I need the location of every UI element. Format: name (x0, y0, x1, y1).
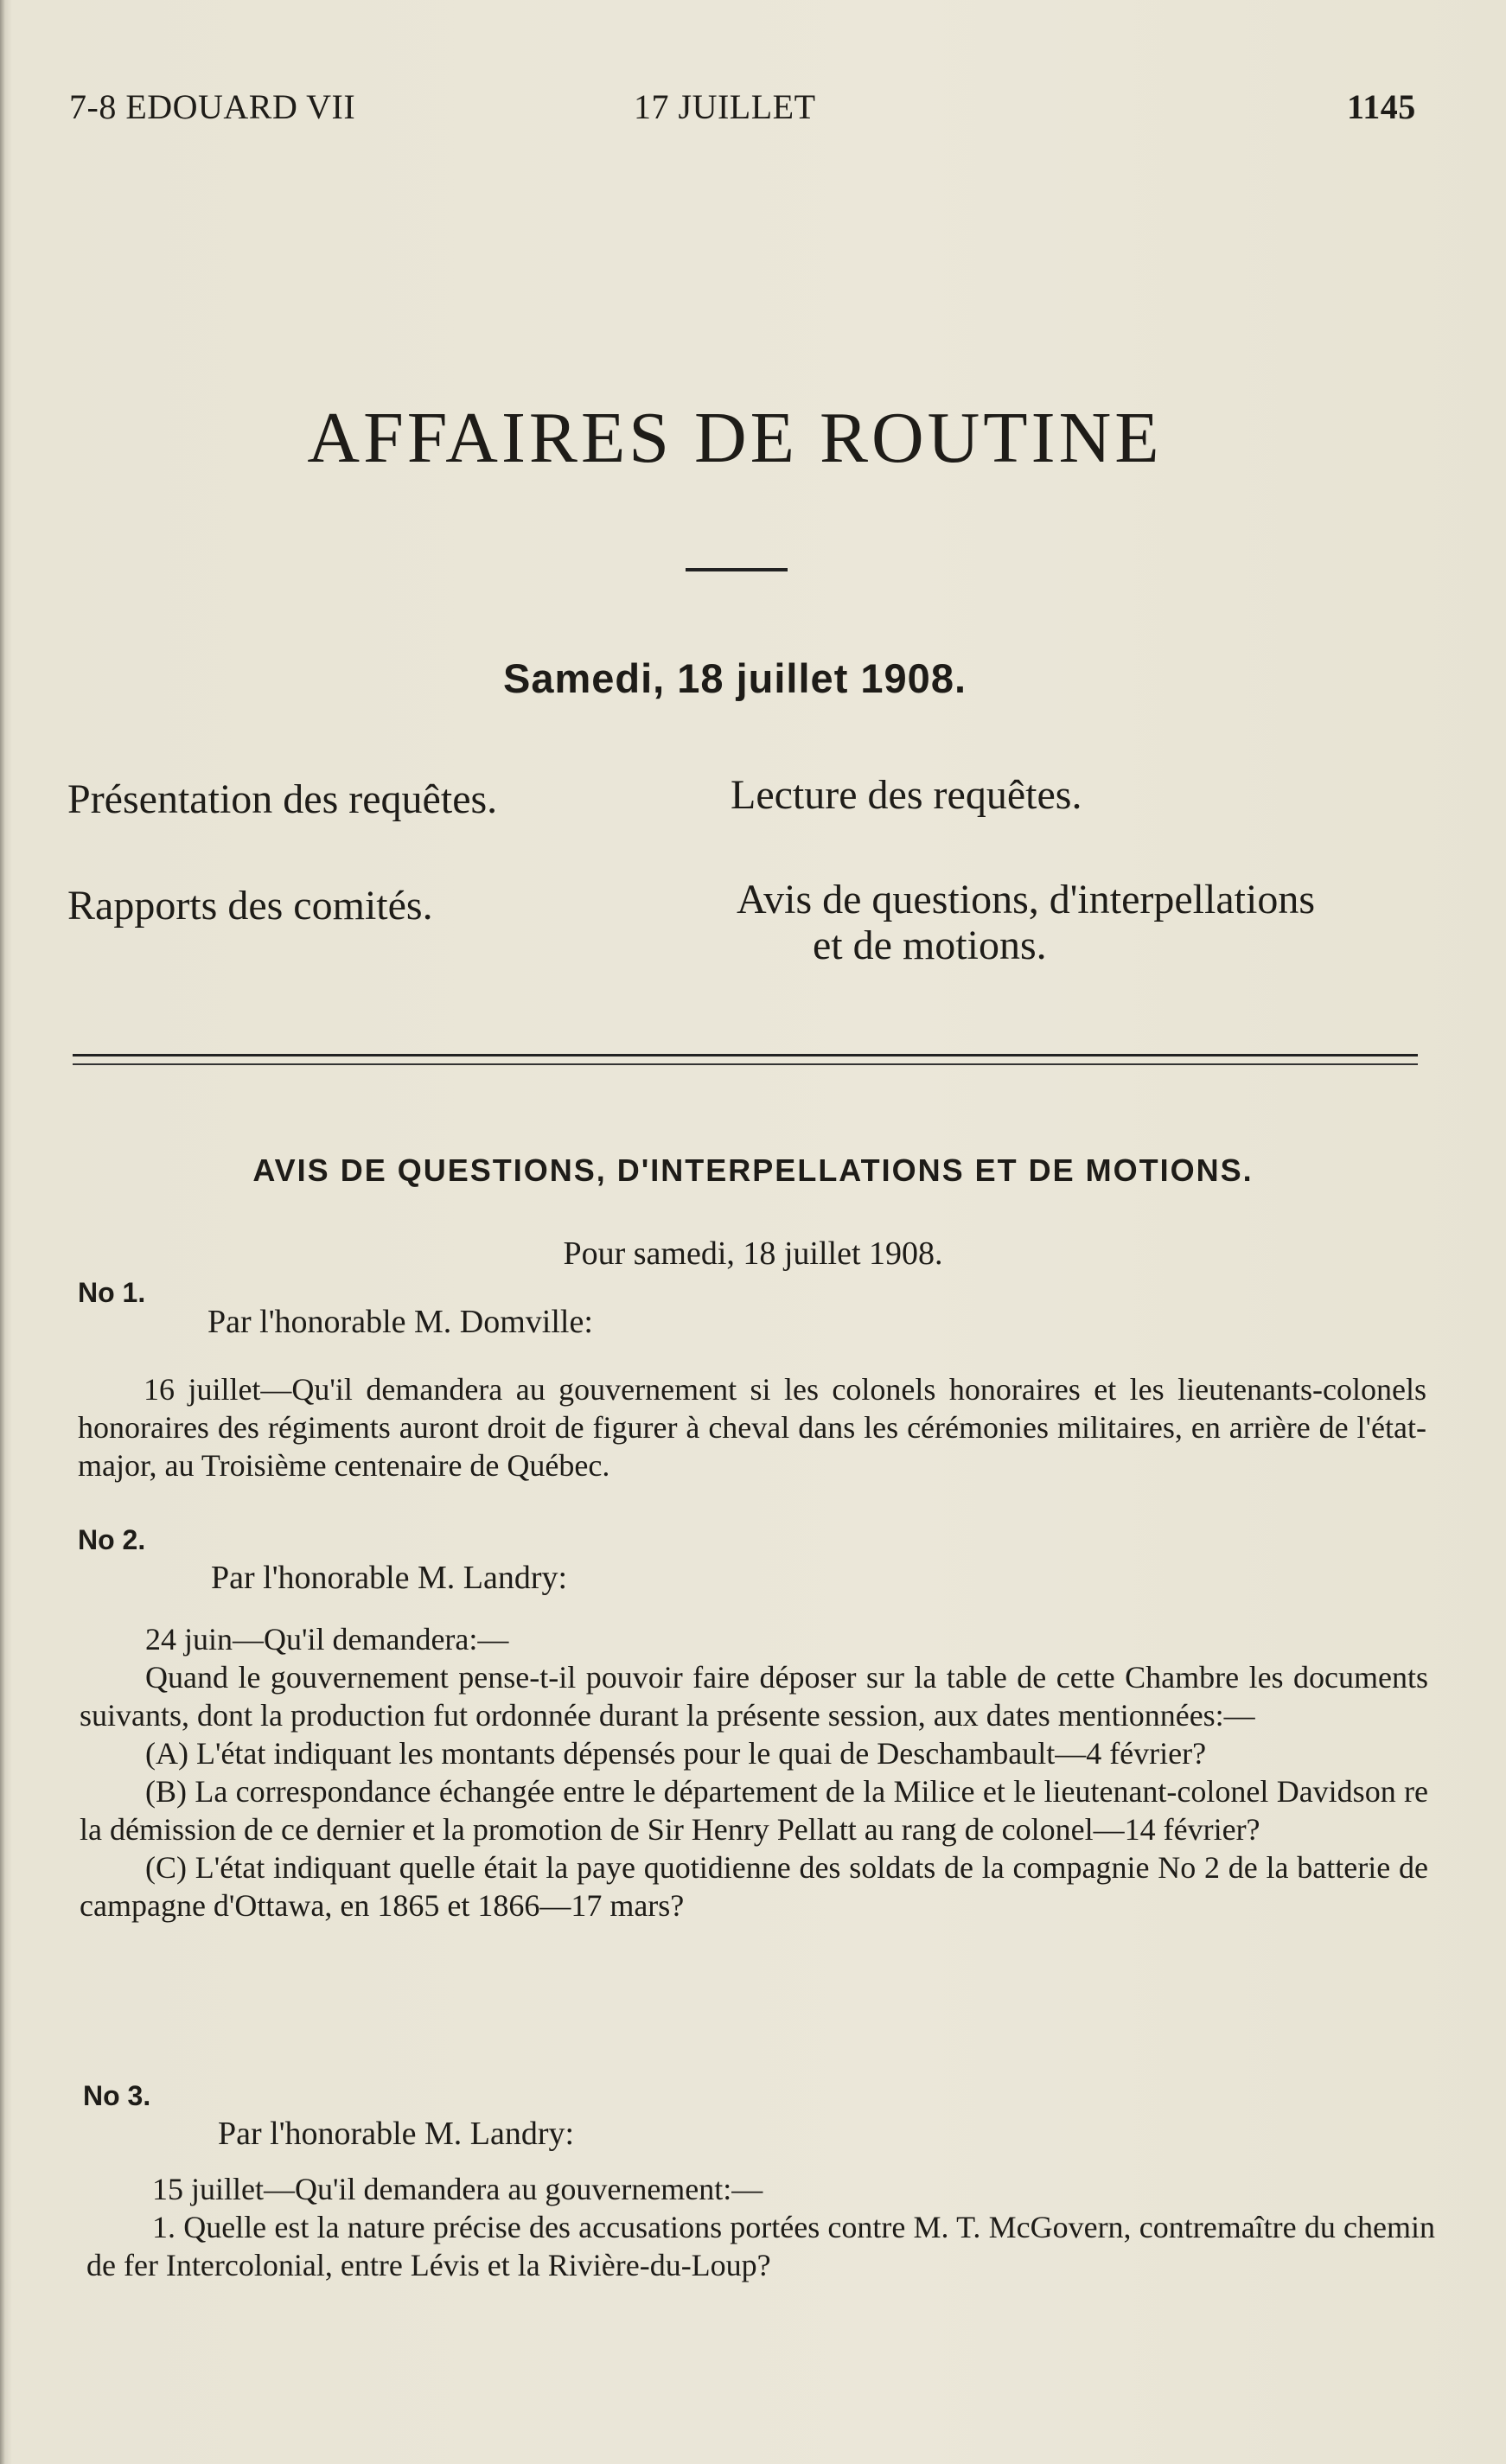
section-heading: AVIS DE QUESTIONS, D'INTERPELLATIONS ET DE MOTIONS. (252, 1152, 1254, 1188)
running-header-date: 17 JUILLET (634, 87, 816, 126)
page-title: AFFAIRES DE ROUTINE (307, 398, 1163, 478)
item-number: No 1. (78, 1277, 146, 1308)
item-number: No 3. (83, 2080, 151, 2111)
item-text (86, 2170, 1435, 2284)
item-number: No 2. (78, 1524, 146, 1555)
title-rule (686, 568, 788, 571)
agenda-item-avis-line2: et de motions. (813, 922, 1047, 968)
question-paragraph: 1. Quelle est la nature précise des accusations portées contre M. T. McGovern, contremaître du chemin de fer Intercolonial, entre Lévis et la Rivière-du-Loup? (86, 2210, 1435, 2282)
item-author: Par l'honorable M. Domville: (207, 1304, 593, 1340)
section-for-date: Pour samedi, 18 juillet 1908. (563, 1235, 943, 1272)
question-paragraph: Quand le gouvernement pense-t-il pouvoir faire déposer sur la table de cette Chambre les documents suivants, dont la production fut ordonnée durant la présente session, aux dates mentionnées:— (80, 1660, 1428, 1733)
question-intro: 24 juin—Qu'il demandera:— (145, 1622, 509, 1656)
item-author: Par l'honorable M. Landry: (218, 2116, 575, 2152)
question-intro: 15 juillet—Qu'il demandera au gouvernement:— (152, 2172, 763, 2206)
running-header-left: 7-8 EDOUARD VII (69, 87, 356, 126)
question-subitem-a: (A) L'état indiquant les montants dépensés pour le quai de Deschambault—4 février? (145, 1736, 1207, 1771)
agenda-item-avis-line1: Avis de questions, d'interpellations (737, 877, 1315, 922)
sitting-date-heading: Samedi, 18 juillet 1908. (502, 655, 967, 701)
page-number: 1145 (1347, 87, 1416, 126)
agenda-item-presentation: Présentation des requêtes. (67, 776, 498, 822)
item-text (80, 1620, 1428, 1925)
agenda-item-lecture: Lecture des requêtes. (731, 772, 1082, 818)
question-subitem-c: (C) L'état indiquant quelle était la paye quotidienne des soldats de la compagnie No 2 de la batterie de campagne d'Ottawa, en 1865 et 1866—17 mars? (80, 1850, 1428, 1923)
item-author: Par l'honorable M. Landry: (211, 1560, 568, 1596)
question-paragraph: 16 juillet—Qu'il demandera au gouvernement si les colonels honoraires et les lieutenants-colonels honoraires des régiments auront droit de figurer à cheval dans les cérémonies militaires, en arrière de l'état-major, au Troisième centenaire de Québec. (78, 1372, 1426, 1483)
item-text (78, 1370, 1426, 1484)
question-subitem-b: (B) La correspondance échangée entre le département de la Milice et le lieutenant-colonel Davidson re la démission de ce dernier et la promotion de Sir Henry Pellatt au rang de colonel—14 février? (80, 1774, 1428, 1847)
agenda-item-rapports: Rapports des comités. (67, 883, 433, 929)
section-divider (73, 1054, 1418, 1065)
